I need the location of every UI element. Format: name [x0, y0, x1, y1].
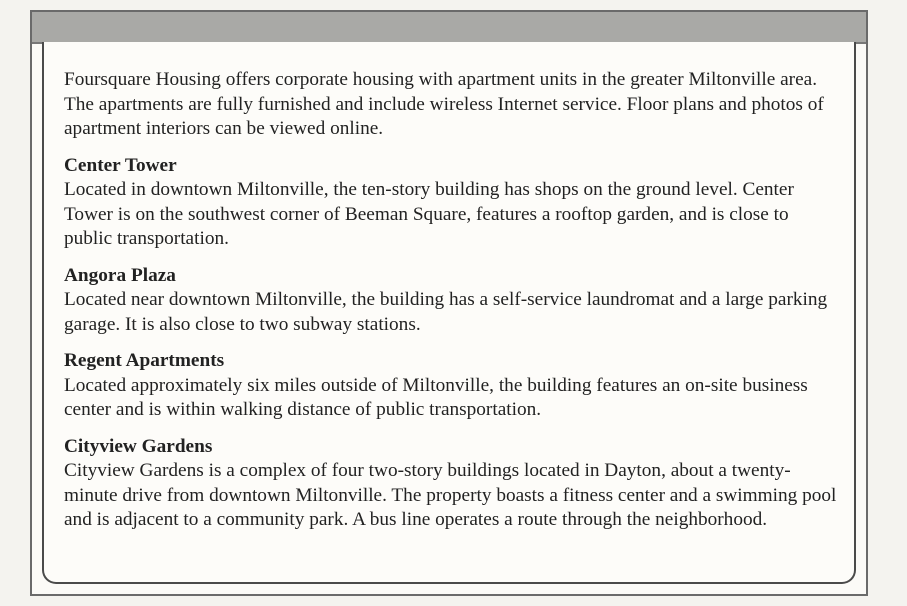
intro-paragraph: Foursquare Housing offers corporate housing with apartment units in the greater Miltonville area. The apartments are fully furnished and include wireless Internet service. Floor plans and photos of apartment interiors can be viewed online. [64, 69, 824, 139]
listing-angora-plaza [64, 264, 840, 338]
listing-title: Angora Plaza [64, 264, 176, 286]
document-frame [30, 10, 868, 596]
listing-description: Located in downtown Miltonville, the ten-story building has shops on the ground level. Center Tower is on the southwest corner of Beeman Square, features a rooftop garden, and is close to public transportation. [64, 179, 794, 249]
header-band [32, 12, 866, 44]
listing-title: Center Tower [64, 154, 177, 176]
listing-description: Located approximately six miles outside of Miltonville, the building features an on-site business center and is within walking distance of public transportation. [64, 374, 808, 420]
listing-center-tower [64, 154, 840, 252]
listing-description: Located near downtown Miltonville, the building has a self-service laundromat and a large parking garage. It is also close to two subway stations. [64, 289, 828, 335]
listing-regent-apartments [64, 349, 840, 423]
listing-panel [42, 42, 856, 584]
listing-cityview-gardens [64, 435, 840, 533]
listing-title: Regent Apartments [64, 350, 225, 371]
listing-description: Cityview Gardens is a complex of four two-story buildings located in Dayton, about a twenty-minute drive from downtown Miltonville. The property boasts a fitness center and a swimming pool and is adjacent to a community park. A bus line operates a route through the neighborhood. [64, 460, 837, 530]
listing-title: Cityview Gardens [64, 435, 213, 457]
